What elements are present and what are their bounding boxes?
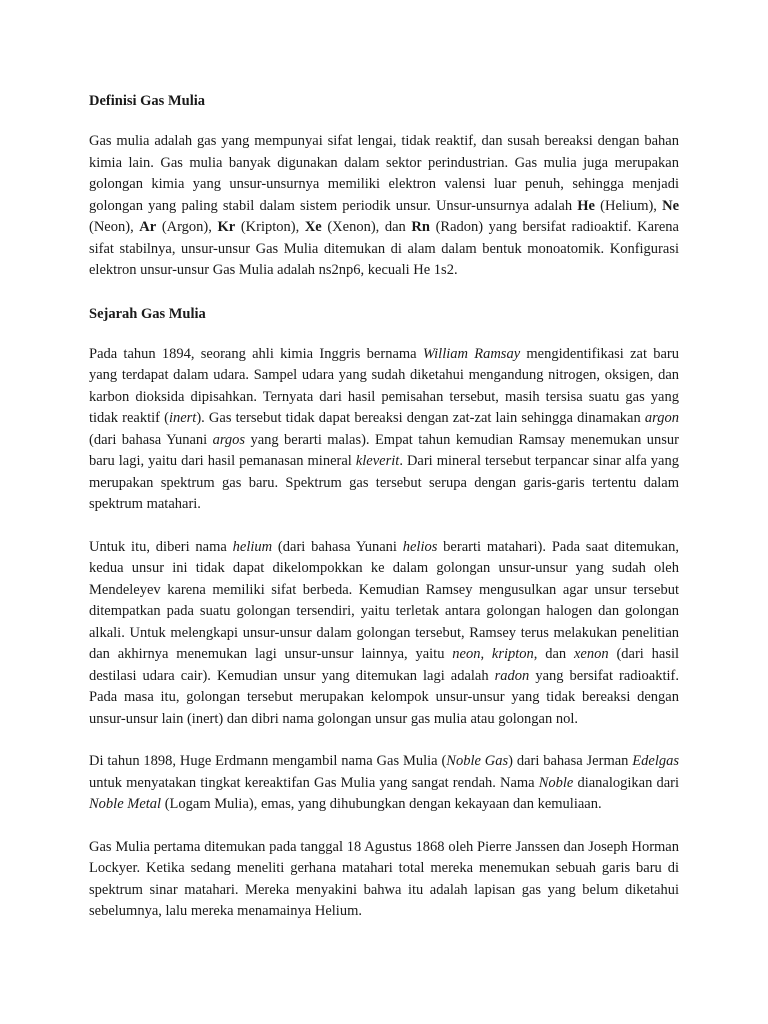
paragraph-sejarah-1 bbox=[89, 344, 679, 516]
heading-definisi: Definisi Gas Mulia bbox=[89, 93, 206, 109]
text-run: , dan bbox=[533, 646, 574, 662]
text-run: (dari hasil destilasi udara cair). Kemudian unsur yang ditemukan lagi adalah bbox=[89, 646, 680, 684]
text-run: ) dari bahasa Jerman bbox=[508, 753, 633, 769]
text-run: (Kripton), bbox=[235, 219, 305, 235]
italic-term: William Ramsay bbox=[422, 345, 521, 362]
text-run: Di tahun 1898, Huge Erdmann mengambil nama Gas Mulia ( bbox=[89, 753, 447, 769]
text-run: (Helium), bbox=[594, 197, 663, 214]
symbol-he: He bbox=[577, 197, 595, 214]
text-run: (dari bahasa Yunani bbox=[272, 538, 403, 555]
italic-term: Noble Metal bbox=[89, 796, 162, 812]
symbol-rn: Rn bbox=[411, 219, 430, 235]
italic-term: Noble bbox=[538, 774, 574, 791]
text-run: yang bersifat radioaktif. Pada masa itu, golongan tersebut merupakan kelompok unsur-unsur yang tidak bereaksi dengan unsur-unsur lain (inert) dan dibri nama golongan unsur gas mulia atau golongan nol. bbox=[89, 667, 679, 727]
text-run: (Logam Mulia), emas, yang dihubungkan dengan kekayaan dan kemuliaan. bbox=[161, 796, 602, 812]
italic-term: Noble Gas bbox=[446, 753, 509, 769]
paragraph-sejarah-4 bbox=[89, 837, 679, 923]
text-run: (Neon), bbox=[89, 219, 140, 235]
italic-term: argon bbox=[644, 410, 679, 426]
text-run: (dari bahasa Yunani bbox=[89, 431, 213, 448]
italic-term: helium bbox=[232, 538, 273, 555]
text-run: , bbox=[480, 646, 492, 662]
italic-term: Edelgas bbox=[632, 753, 679, 769]
italic-term: argos bbox=[212, 431, 246, 448]
heading-sejarah: Sejarah Gas Mulia bbox=[89, 305, 206, 322]
text-run: untuk menyatakan tingkat kereaktifan Gas Mulia yang sangat rendah. Nama bbox=[89, 774, 539, 791]
paragraph-definisi bbox=[89, 131, 679, 282]
italic-term: helios bbox=[402, 538, 438, 555]
text-run: yang berarti malas). Empat tahun kemudian Ramsay menemukan unsur baru lagi, yaitu dari hasil pemanasan mineral bbox=[89, 431, 679, 469]
text-run: dianalogikan dari bbox=[573, 774, 680, 791]
text-run: (Xenon), dan bbox=[321, 219, 412, 235]
text-run: (Radon) yang bersifat radioaktif. Karena sifat stabilnya, unsur-unsur Gas Mulia ditemukan di alam dalam bentuk monoatomik. Konfigurasi elektron unsur-unsur Gas Mulia adalah ns2np6, kecuali He 1s2. bbox=[89, 219, 679, 278]
symbol-kr: Kr bbox=[217, 219, 236, 235]
text-run: berarti matahari). Pada saat ditemukan, kedua unsur ini tidak dapat dikelompokkan ke dalam golongan unsur-unsur yang sudah oleh Mendeleyev karena memiliki sifat berbeda. Kemudian Ramsey mengusulkan agar unsur tersebut ditempatkan pada suatu golongan tersendiri, yaitu terletak antara golongan halogen dan golongan alkali. Untuk melengkapi unsur-unsur dalam golongan tersebut, Ramsey terus melakukan penelitian dan akhirnya menemukan lagi unsur-unsur lainnya, yaitu bbox=[89, 538, 679, 662]
text-run: (Argon), bbox=[156, 219, 218, 235]
italic-term: inert bbox=[168, 410, 197, 426]
text-run: Untuk itu, diberi nama bbox=[89, 538, 233, 555]
text-run: ). Gas tersebut tidak dapat bereaksi dengan zat-zat lain sehingga dinamakan bbox=[196, 410, 645, 426]
text-run: . Dari mineral tersebut terpancar sinar alfa yang merupakan spektrum gas baru. Spektrum gas tersebut serupa dengan garis-garis tertentu dalam spektrum matahari. bbox=[89, 453, 679, 512]
symbol-xe: Xe bbox=[304, 219, 322, 235]
italic-term: xenon bbox=[574, 646, 609, 662]
paragraph-sejarah-3 bbox=[89, 751, 679, 816]
italic-term: kleverit bbox=[355, 453, 400, 469]
text-run: Gas Mulia pertama ditemukan pada tanggal 18 Agustus 1868 oleh Pierre Janssen dan Joseph Horman Lockyer. Ketika sedang meneliti gerhana matahari total mereka menemukan sebuah garis baru di spektrum sinar matahari. Mereka menyakini bahwa itu adalah lapisan gas yang belum diketahui sebelumnya, lalu mereka menamainya Helium. bbox=[89, 838, 679, 919]
symbol-ne: Ne bbox=[662, 197, 680, 214]
text-run: Pada tahun 1894, seorang ahli kimia Inggris bernama bbox=[89, 345, 423, 362]
text-run: Gas mulia adalah gas yang mempunyai sifat lengai, tidak reaktif, dan susah bereaksi dengan bahan kimia lain. Gas mulia banyak digunakan dalam sektor perindustrian. Gas mulia juga merupakan golongan kimia yang unsur-unsurnya memiliki elektron valensi luar penuh, sehingga menjadi golongan yang paling stabil dalam sistem periodik unsur. Unsur-unsurnya adalah bbox=[89, 133, 679, 214]
italic-term: radon bbox=[494, 667, 530, 684]
italic-term: neon bbox=[452, 646, 481, 662]
italic-term: kripton bbox=[491, 646, 534, 662]
text-run: mengidentifikasi zat baru yang terdapat dalam udara. Sampel udara yang sudah diketahui mengandung nitrogen, oksigen, dan karbon dioksida dipisahkan. Ternyata dari hasil pemisahan tersebut, masih tersisa suatu gas yang tidak reaktif ( bbox=[89, 345, 679, 426]
paragraph-sejarah-2 bbox=[89, 537, 679, 731]
symbol-ar: Ar bbox=[139, 219, 157, 235]
